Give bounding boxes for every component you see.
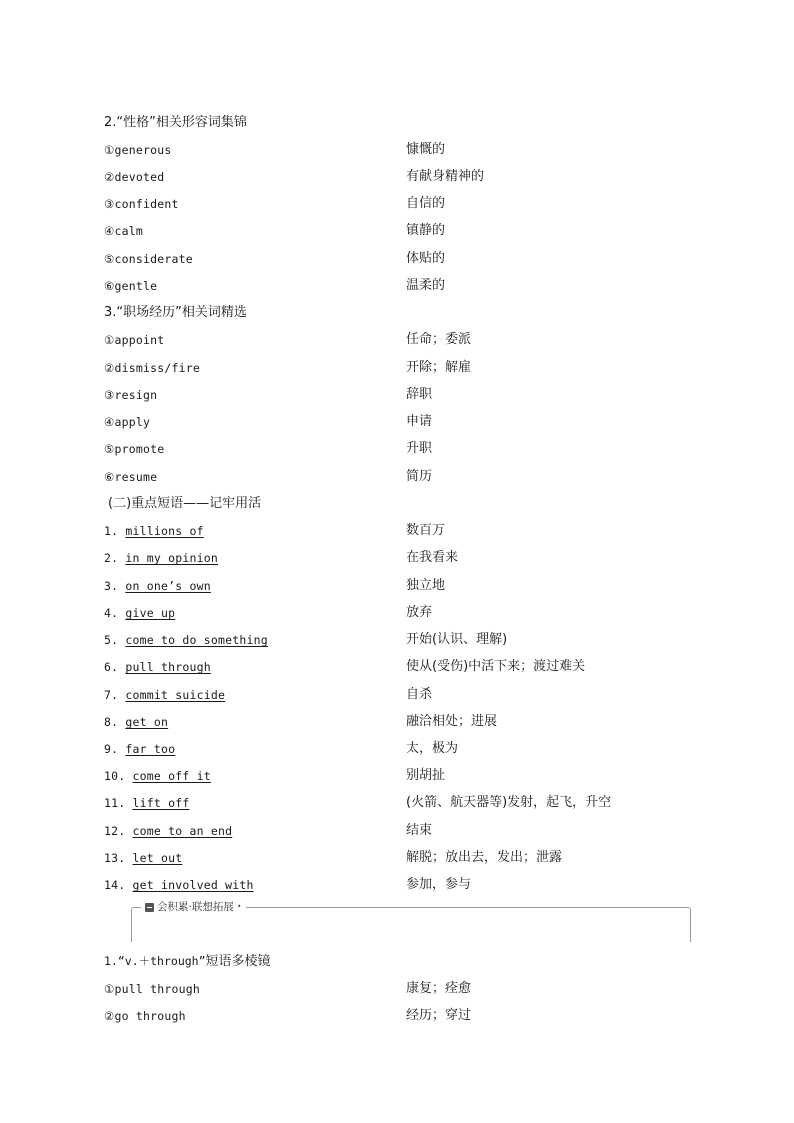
phrase-row	[104, 547, 704, 569]
vocab-row	[104, 357, 704, 379]
phrase-row	[104, 765, 704, 787]
vocab-english: ③resign	[104, 388, 158, 402]
vocab-chinese: 慷慨的	[406, 142, 446, 157]
vocab-chinese: 任命；委派	[406, 332, 472, 347]
phrase-row	[104, 820, 704, 842]
phrase-chinese: 融洽相处；进展	[406, 714, 498, 729]
phrase-english: 6. pull through	[104, 660, 211, 674]
phrase-chinese: 开始(认识、理解)	[406, 632, 508, 647]
vocab-row	[104, 1005, 704, 1027]
banner-label	[141, 900, 246, 914]
section-heading-phrases: (二)重点短语——记牢用活	[108, 496, 262, 511]
phrase-chinese: (火箭、航天器等)发射，起飞，升空	[406, 795, 612, 810]
banner-title: 会积累·联想拓展	[157, 901, 234, 913]
section-heading-career: 3.“职场经历”相关词精选	[104, 305, 247, 320]
vocab-chinese: 开除；解雇	[406, 360, 472, 375]
phrase-english: 5. come to do something	[104, 633, 268, 647]
phrase-english: 3. on one’s own	[104, 579, 211, 593]
phrase-row	[104, 847, 704, 869]
phrase-row	[104, 874, 704, 896]
vocab-chinese: 体贴的	[406, 251, 446, 266]
phrase-english: 10. come off it	[104, 769, 211, 783]
phrase-row	[104, 629, 704, 651]
vocab-english: ②dismiss/fire	[104, 361, 200, 375]
vocab-chinese: 有献身精神的	[406, 169, 485, 184]
vocab-row	[104, 466, 704, 488]
phrase-chinese: 解脱；放出去，发出；泄露	[406, 850, 563, 865]
phrase-row	[104, 792, 704, 814]
phrase-chinese: 数百万	[406, 523, 446, 538]
vocab-english: ②go through	[104, 1009, 186, 1023]
phrase-chinese: 在我看来	[406, 550, 459, 565]
phrase-row	[104, 738, 704, 760]
vocab-row	[104, 411, 704, 433]
phrase-english: 12. come to an end	[104, 824, 233, 838]
vocab-row	[104, 139, 704, 161]
vocab-english: ②devoted	[104, 170, 165, 184]
phrase-english: 2. in my opinion	[104, 551, 218, 565]
vocab-row	[104, 384, 704, 406]
vocab-chinese: 简历	[406, 469, 433, 484]
vocab-chinese: 镇静的	[406, 223, 446, 238]
vocab-english: ⑤considerate	[104, 252, 193, 266]
vocab-chinese: 申请	[406, 414, 433, 429]
minus-square-icon	[145, 903, 154, 912]
vocab-row	[104, 193, 704, 215]
phrase-chinese: 参加，参与	[406, 877, 472, 892]
phrase-english: 1. millions of	[104, 524, 204, 538]
vocab-row	[104, 438, 704, 460]
phrase-chinese: 结束	[406, 823, 433, 838]
phrase-row	[104, 575, 704, 597]
section-heading-personality: 2.“性格”相关形容词集锦	[104, 115, 247, 130]
phrase-chinese: 太，极为	[406, 741, 459, 756]
vocab-english: ③confident	[104, 197, 179, 211]
phrase-row	[104, 684, 704, 706]
phrase-chinese: 使从(受伤)中活下来；渡过难关	[406, 659, 586, 674]
phrase-english: 11. lift off	[104, 796, 190, 810]
vocab-chinese: 康复；痊愈	[406, 981, 472, 996]
vocab-row	[104, 220, 704, 242]
vocab-english: ⑥resume	[104, 470, 158, 484]
vocab-row	[104, 329, 704, 351]
vocab-chinese: 辞职	[406, 387, 433, 402]
vocab-row	[104, 166, 704, 188]
phrase-english: 13. let out	[104, 851, 183, 865]
vocab-english: ④apply	[104, 415, 151, 429]
phrase-chinese: 放弃	[406, 605, 433, 620]
phrase-chinese: 独立地	[406, 578, 446, 593]
phrase-english: 9. far too	[104, 742, 176, 756]
vocab-row	[104, 978, 704, 1000]
phrase-chinese: 自杀	[406, 687, 433, 702]
phrase-english: 8. get on	[104, 715, 169, 729]
section-heading-through: 1.“v.＋through”短语多棱镜	[104, 954, 271, 969]
phrase-english: 7. commit suicide	[104, 688, 226, 702]
vocab-row	[104, 275, 704, 297]
vocab-english: ①appoint	[104, 333, 165, 347]
phrase-chinese: 别胡扯	[406, 768, 446, 783]
vocab-chinese: 经历；穿过	[406, 1008, 472, 1023]
phrase-row	[104, 656, 704, 678]
vocab-chinese: 升职	[406, 441, 433, 456]
phrase-row	[104, 711, 704, 733]
vocab-chinese: 温柔的	[406, 278, 446, 293]
phrase-row	[104, 520, 704, 542]
phrase-english: 4. give up	[104, 606, 176, 620]
vocab-chinese: 自信的	[406, 196, 446, 211]
expansion-banner	[131, 901, 691, 943]
vocab-english: ①pull through	[104, 982, 200, 996]
dot-icon: •	[236, 902, 242, 911]
vocab-english: ①generous	[104, 143, 172, 157]
phrase-english: 14. get involved with	[104, 878, 254, 892]
vocab-english: ⑤promote	[104, 442, 165, 456]
vocab-english: ⑥gentle	[104, 279, 158, 293]
phrase-row	[104, 602, 704, 624]
vocab-row	[104, 248, 704, 270]
vocab-english: ④calm	[104, 224, 144, 238]
